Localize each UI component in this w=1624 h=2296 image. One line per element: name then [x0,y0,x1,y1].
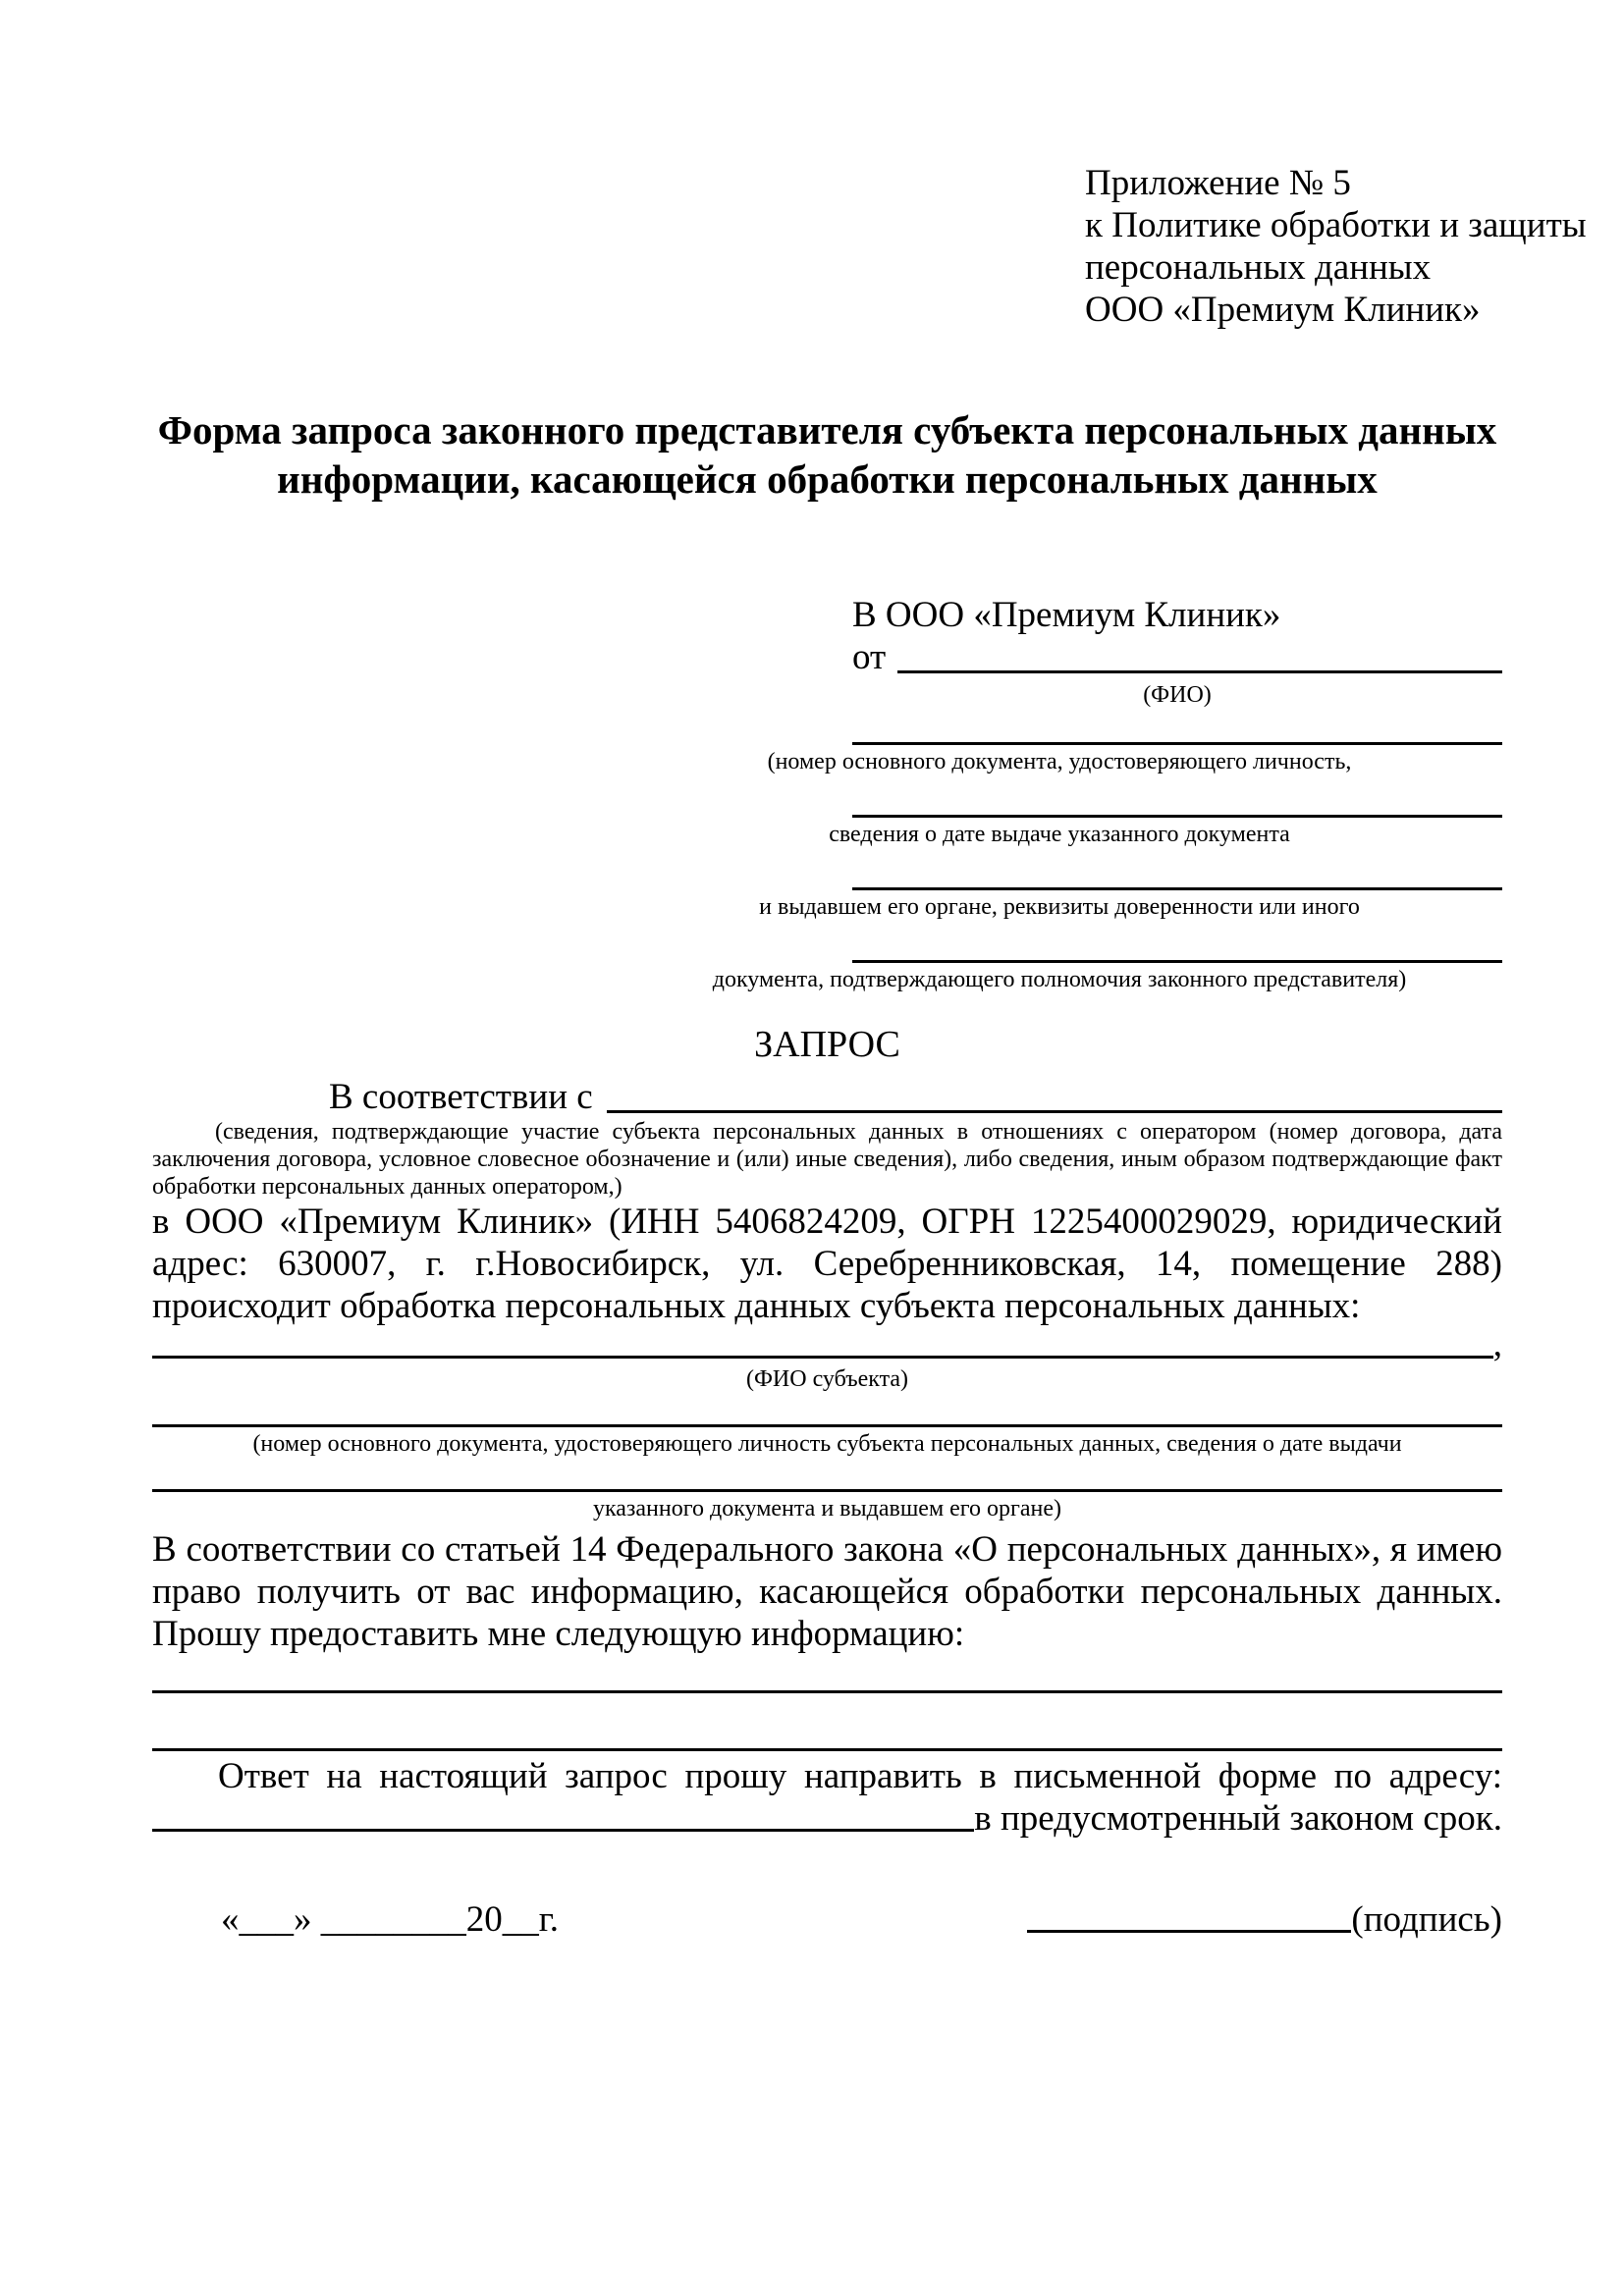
information-fill-line-1 [152,1655,1502,1693]
appendix-policy-line2: персональных данных [1085,247,1432,288]
signature-area [1027,1898,1502,1941]
representative-doc-caption: (номер основного документа, удостоверяющего личность, [767,749,1352,774]
appendix-number: Приложение № 5 [1085,163,1351,203]
subject-doc-caption-1: (номер основного документа, удостоверяющего личность субъекта персональных данных, сведения о дате выдачи [252,1431,1402,1457]
representative-doc-row [767,709,1502,781]
subject-fio-caption: (ФИО субъекта) [745,1366,909,1392]
appendix-company: ООО «Премиум Клиник» [1085,290,1481,330]
representative-doc-fill-line [852,709,1502,745]
from-label: от [852,637,887,677]
representative-doc-caption: сведения о дате выдаче указанного документа [829,822,1290,847]
subject-fio-fill-line [152,1356,1493,1359]
subject-fio-row [152,1324,1502,1364]
information-fill-line-2 [152,1693,1502,1751]
subject-doc-fill-line-2 [152,1458,1502,1492]
addressee-company: В ООО «Премиум Клиник» [852,595,1281,635]
addressee-block [712,594,1502,999]
reply-address-row [152,1797,1502,1840]
intro-fill-line [607,1110,1502,1113]
document-title-line2: информации, касающейся обработки персональных данных [277,456,1378,502]
date-blank: «___» ________20__г. [221,1899,560,1940]
intro-caption: (сведения, подтверждающие участие субъекта персональных данных в отношениях с оператором (номер договора, дата заключения договора, условное словесное обозначение и (или) иные сведения), либо сведения, иным образом подтверждающие факт обработки персональных данных оператором,) [152,1119,1502,1200]
representative-doc-row [829,781,1502,854]
from-fill-line [897,670,1502,673]
signature-caption: (подпись) [1351,1899,1502,1940]
subject-fio-comma: , [1492,1324,1502,1364]
reply-paragraph: Ответ на настоящий запрос прошу направить в письменной форме по адресу: [218,1756,1502,1796]
document-title-line1: Форма запроса законного представителя субъекта персональных данных [157,407,1497,453]
representative-doc-fill-line [852,927,1502,963]
representative-doc-caption: документа, подтверждающего полномочия законного представителя) [712,967,1407,992]
appendix-header [1085,162,1587,331]
law-paragraph: В соответствии со статьей 14 Федерального закона «О персональных данных», я имею право получить от вас информацию, касающейся обработки персональных данных. Прошу предоставить мне следующую информацию: [152,1529,1502,1654]
from-row [852,636,1502,678]
subject-doc-caption-2: указанного документа и выдавшем его органе) [592,1496,1062,1522]
intro-label: В соответствии с [329,1077,593,1117]
signature-fill-line [1027,1930,1351,1933]
subject-doc-fill-line [152,1393,1502,1427]
representative-doc-fill-line [852,781,1502,818]
appendix-policy-line: к Политике обработки и защиты [1085,205,1587,245]
representative-doc-fill-line [852,854,1502,890]
document-title [152,405,1502,504]
fio-caption: (ФИО) [1143,682,1212,708]
representative-doc-caption: и выдавшем его органе, реквизиты доверенности или иного [759,894,1360,920]
representative-doc-row [759,854,1502,927]
intro-row [152,1076,1502,1118]
reply-address-fill-line [152,1829,974,1832]
request-heading: ЗАПРОС [754,1024,900,1065]
operator-paragraph: в ООО «Премиум Клиник» (ИНН 5406824209, ОГРН 1225400029029, юридический адрес: 630007, г. г.Новосибирск, ул. Серебренниковская, 14, помещение 288) происходит обработка персональных данных субъекта персональных данных: [152,1201,1502,1326]
signature-row [152,1898,1502,1941]
representative-doc-row [712,927,1502,999]
reply-tail: в предусмотренный законом срок. [974,1798,1502,1839]
